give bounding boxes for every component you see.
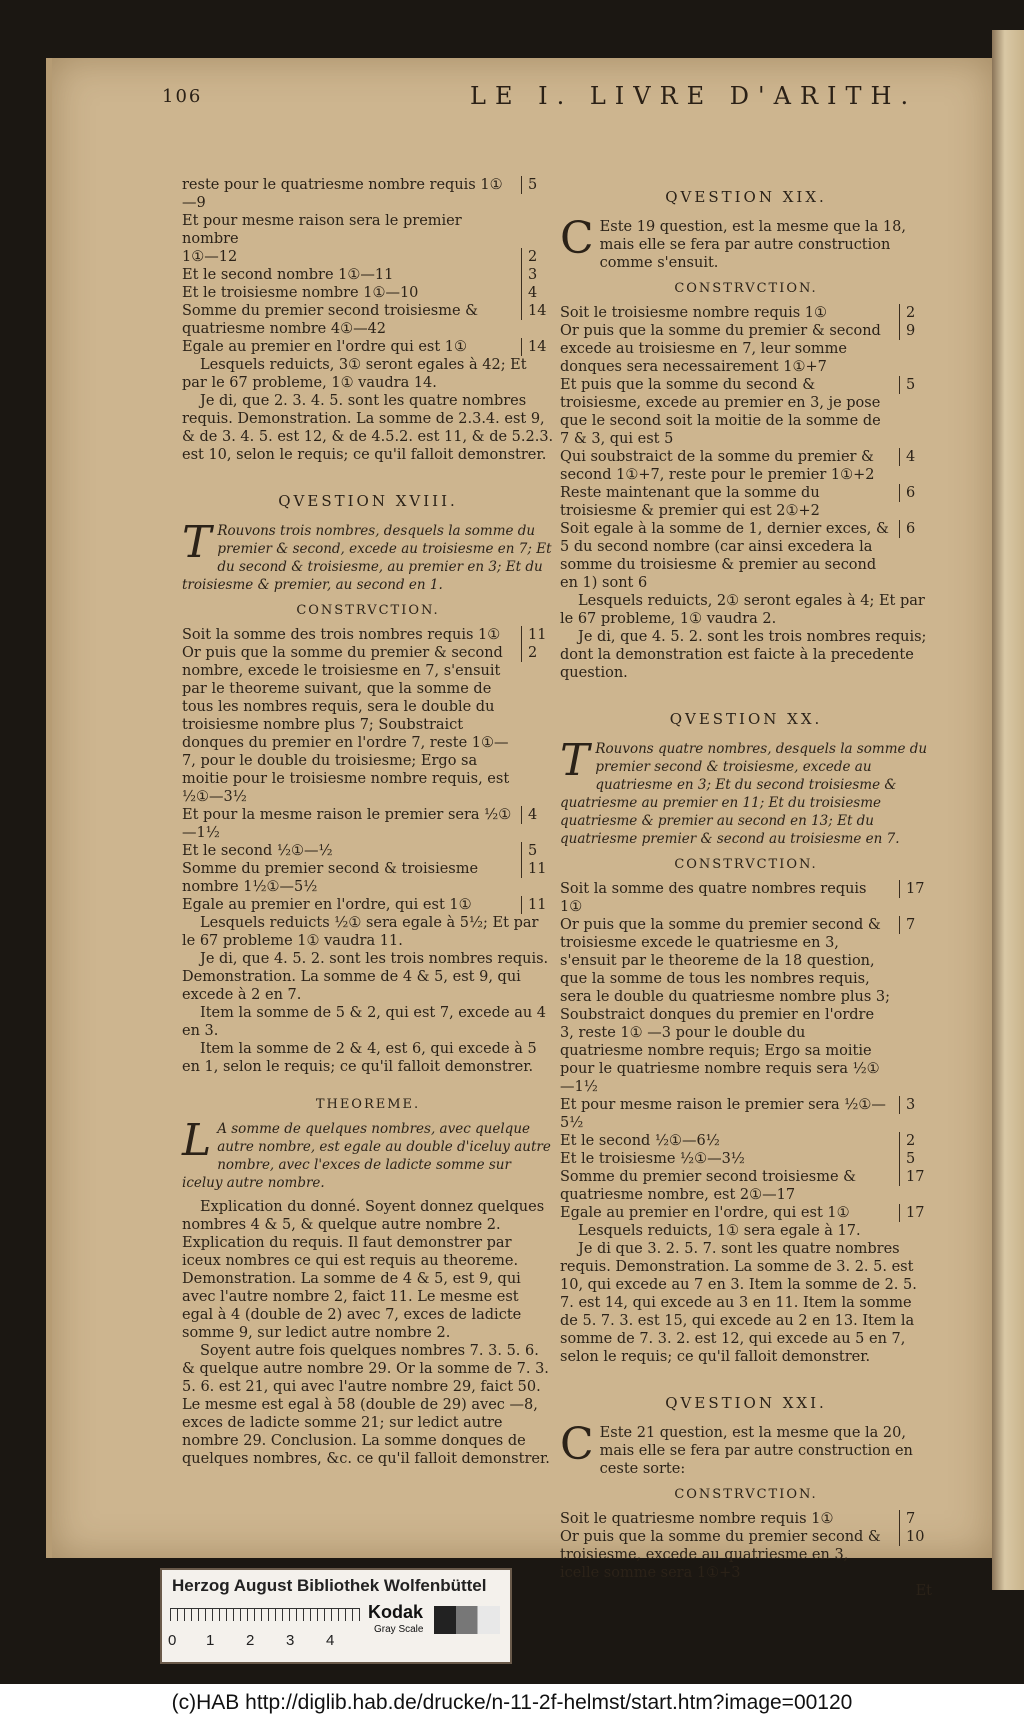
line-number: 5 — [521, 842, 554, 860]
paragraph: Je di, que 4. 5. 2. sont les trois nombres requis; dont la demonstration est faicte à la precedente question. — [560, 629, 927, 681]
equation-line — [560, 1528, 932, 1582]
paragraph: Lesquels reduicts, 3① seront egales à 42; Et par le 67 probleme, 1① vaudra 14. — [182, 357, 527, 391]
left-column — [182, 176, 554, 1468]
equation-text: Et le second ½①—6½ — [560, 1133, 720, 1149]
equation-text: Et le troisiesme nombre 1①—10 — [182, 285, 419, 301]
equation-line — [560, 376, 932, 448]
kodak-logo: Kodak — [368, 1602, 424, 1622]
construction-heading: CONSTRVCTION. — [674, 857, 818, 872]
equation-line — [560, 1096, 932, 1132]
equation-text: reste pour le quatriesme nombre requis 1①—9 — [182, 177, 503, 211]
line-number: 4 — [521, 284, 554, 302]
equation-text: Soit le quatriesme nombre requis 1① — [560, 1511, 834, 1527]
equation-text: Qui soubstraict de la somme du premier & second 1①+7, reste pour le premier 1①+2 — [560, 449, 875, 483]
question-text: Este 19 question, est la mesme que la 18, mais elle se fera par autre construction comme s'ensuit. — [599, 219, 906, 271]
equation-text: Egale au premier en l'ordre, qui est 1① — [182, 897, 472, 913]
line-number: 3 — [899, 1096, 932, 1114]
line-number: 6 — [899, 484, 932, 502]
line-number: 17 — [899, 880, 932, 898]
catchword: Et — [915, 1583, 932, 1599]
paragraph: Soyent autre fois quelques nombres 7. 3. 5. 6. & quelque autre nombre 29. Or la somme de 7. 3. 5. 6. est 21, qui avec l'autre nombre 29, faict 50. Le mesme est egal à 58 (double de 29) avec —8, exces de ladicte somme 21; sur ledict autre nombre 29. Conclusion. La somme donques de quelques nombres, &c. ce qu'il falloit demonstrer. — [182, 1343, 550, 1467]
line-number: 3 — [521, 266, 554, 284]
equation-block — [560, 1510, 932, 1582]
line-number: 2 — [521, 644, 554, 662]
right-column — [560, 188, 932, 1600]
line-number: 11 — [521, 896, 554, 914]
equation-line — [182, 212, 554, 248]
line-number: 5 — [899, 1150, 932, 1168]
ruler-number: 1 — [206, 1632, 215, 1649]
question-title: QVESTION XX. — [669, 710, 823, 728]
equation-block — [560, 880, 932, 1222]
equation-text: Egale au premier en l'ordre, qui est 1① — [560, 1205, 850, 1221]
equation-line — [560, 1132, 932, 1150]
question-title: QVESTION XXI. — [665, 1394, 827, 1412]
equation-text: Or puis que la somme du premier & second excede au troisiesme en 7, leur somme donques sera necessairement 1①+7 — [560, 323, 881, 375]
equation-text: Somme du premier second & troisiesme nombre 1½①—5½ — [182, 861, 479, 895]
line-number: 6 — [899, 520, 932, 538]
equation-text: Soit la somme des trois nombres requis 1① — [182, 627, 501, 643]
equation-line — [182, 644, 554, 806]
line-number: 2 — [521, 248, 554, 266]
gray-scale-label: Gray Scale — [374, 1624, 424, 1635]
running-title: LE I. LIVRE D'ARITH. — [470, 82, 918, 110]
equation-line — [182, 248, 554, 266]
equation-line — [560, 484, 932, 520]
equation-line — [182, 806, 554, 842]
question-statement — [560, 1419, 932, 1478]
theorem-heading: THEOREME. — [315, 1097, 421, 1112]
equation-line — [182, 338, 554, 356]
equation-line — [560, 520, 932, 592]
equation-block — [182, 626, 554, 914]
construction-heading: CONSTRVCTION. — [674, 1487, 818, 1502]
equation-text: Reste maintenant que la somme du troisiesme & premier qui est 2①+2 — [560, 485, 820, 519]
line-number: 4 — [899, 448, 932, 466]
question-text: Este 21 question, est la mesme que la 20, mais elle se fera par autre construction en ceste sorte: — [599, 1425, 913, 1477]
ruler-number: 0 — [168, 1632, 177, 1649]
ruler-number: 4 — [326, 1632, 335, 1649]
question-title: QVESTION XIX. — [665, 188, 827, 206]
line-number: 17 — [899, 1168, 932, 1186]
equation-line — [560, 1204, 932, 1222]
drop-cap: L — [182, 1115, 212, 1166]
construction-heading: CONSTRVCTION. — [296, 603, 440, 618]
paragraph: Explication du donné. Soyent donnez quelques nombres 4 & 5, & quelque autre nombre 2. Explication du requis. Il faut demonstrer par iceux nombres ce qui est requis au theoreme. Demonstration. La somme de 4 & 5, est 9, qui avec l'autre nombre 2, faict 11. Le mesme est egal à 4 (double de 2) avec 7, exces de ladicte somme 9, sur ledict autre nombre 2. — [182, 1199, 545, 1341]
drop-cap: T — [182, 517, 212, 568]
equation-line — [560, 916, 932, 1096]
question-statement — [560, 213, 932, 272]
line-number: 14 — [521, 338, 554, 356]
equation-line — [182, 302, 554, 338]
equation-text: Somme du premier second troisiesme & quatriesme nombre 4①—42 — [182, 303, 479, 337]
equation-block — [182, 176, 554, 356]
equation-text: Or puis que la somme du premier & second nombre, excede le troisiesme en 7, s'ensuit par le theoreme suivant, que la somme de tous les nombres requis, sera le double du troisiesme nombre plus 7; Soubstraict donques du premier en l'ordre 7, reste 1①—7, pour le double du troisiesme; Ergo sa moitie pour le troisiesme nombre requis, est ½①—3½ — [182, 645, 510, 805]
question-statement — [182, 517, 554, 594]
book-spine — [992, 30, 1024, 1590]
question-text: Rouvons trois nombres, desquels la somme du premier & second, excede au troisiesme en 7; Et du second & troisiesme, au premier en 3; Et du troisiesme & premier, au second en 1. — [182, 523, 552, 593]
line-number: 9 — [899, 322, 932, 340]
line-number: 14 — [521, 302, 554, 320]
paragraph: Item la somme de 5 & 2, qui est 7, excede au 4 en 3. — [182, 1005, 547, 1039]
library-name: Herzog August Bibliothek Wolfenbüttel — [172, 1576, 487, 1595]
line-number: 11 — [521, 626, 554, 644]
line-number: 5 — [899, 376, 932, 394]
drop-cap: C — [560, 213, 594, 264]
drop-cap: T — [560, 735, 590, 786]
paragraph: Je di, que 2. 3. 4. 5. sont les quatre nombres requis. Demonstration. La somme de 2.3.4. est 9, & de 3. 4. 5. est 12, & de 4.5.2. est 11, & de 5.2.3. est 10, selon le requis; ce qu'il falloit demonstrer. — [182, 393, 554, 463]
equation-line — [182, 626, 554, 644]
equation-line — [560, 1150, 932, 1168]
paragraph: Lesquels reduicts ½① sera egale à 5½; Et par le 67 probleme 1① vaudra 11. — [182, 915, 539, 949]
ruler-number: 3 — [286, 1632, 295, 1649]
paragraph: Je di que 3. 2. 5. 7. sont les quatre nombres requis. Demonstration. La somme de 3. 2. 5. est 10, qui excede au 7 en 3. Item la somme de 2. 5. 7. est 14, qui excede au 3 en 11. Item la somme de 5. 7. 3. est 15, qui excede au 2 en 13. Item la somme de 7. 3. 2. est 12, qui excede au 5 en 7, selon le requis; ce qu'il falloit demonstrer. — [560, 1241, 917, 1365]
line-number: 4 — [521, 806, 554, 824]
line-number: 17 — [899, 1204, 932, 1222]
line-number: 2 — [899, 304, 932, 322]
paragraph: Lesquels reduicts, 2① seront egales à 4; Et par le 67 probleme, 1① vaudra 2. — [560, 593, 925, 627]
line-number: 7 — [899, 1510, 932, 1528]
question-text: Rouvons quatre nombres, desquels la somme du premier second & troisiesme, excede au quatriesme en 3; Et du second troisiesme & quatriesme au premier en 11; Et du troisiesme quatriesme & premier au second en 13; Et du quatriesme premier & second au troisiesme en 7. — [560, 741, 928, 847]
equation-text: Soit le troisiesme nombre requis 1① — [560, 305, 827, 321]
equation-line — [560, 448, 932, 484]
line-number: 10 — [899, 1528, 932, 1546]
theorem-statement — [182, 1115, 554, 1192]
equation-line — [560, 322, 932, 376]
line-number: 2 — [899, 1132, 932, 1150]
paragraph: Item la somme de 2 & 4, est 6, qui excede à 5 en 1, selon le requis; ce qu'il falloit demonstrer. — [182, 1041, 537, 1075]
equation-text: Et le second ½①—½ — [182, 843, 333, 859]
scale-ruler — [170, 1608, 360, 1621]
equation-text: Et puis que la somme du second & troisiesme, excede au premier en 3, je pose que le second soit la moitie de la somme de 7 & 3, qui est 5 — [560, 377, 881, 447]
equation-line — [182, 176, 554, 212]
equation-text: Et pour mesme raison le premier sera ½①—5½ — [560, 1097, 886, 1131]
equation-line — [182, 896, 554, 914]
equation-text: 1①—12 — [182, 249, 238, 265]
equation-line — [560, 1168, 932, 1204]
equation-line — [560, 880, 932, 916]
equation-line — [560, 304, 932, 322]
equation-text: Or puis que la somme du premier second & troisiesme, excede au quatriesme en 3, icelle somme sera 1①+3 — [560, 1529, 881, 1581]
equation-text: Egale au premier en l'ordre qui est 1① — [182, 339, 468, 355]
line-number: 7 — [899, 916, 932, 934]
equation-line — [560, 1510, 932, 1528]
equation-line — [182, 860, 554, 896]
equation-text: Or puis que la somme du premier second & troisiesme excede le quatriesme en 3, s'ensuit par le theoreme de la 18 question, que la somme de tous les nombres requis, sera le double du quatriesme nombre plus 3; Soubstraict donques du premier en l'ordre 3, reste 1① —3 pour le double du quatriesme nombre requis; Ergo sa moitie pour le quatriesme nombre requis sera ½①—1½ — [560, 917, 890, 1095]
equation-text: Et le troisiesme ½①—3½ — [560, 1151, 745, 1167]
ruler-number: 2 — [246, 1632, 255, 1649]
equation-line — [182, 266, 554, 284]
equation-text: Et le second nombre 1①—11 — [182, 267, 394, 283]
equation-text: Somme du premier second troisiesme & quatriesme nombre, est 2①—17 — [560, 1169, 857, 1203]
archive-label — [160, 1568, 512, 1664]
theorem-text: A somme de quelques nombres, avec quelque autre nombre, est egale au double d'iceluy autre nombre, avec l'exces de ladicte somme sur iceluy autre nombre. — [182, 1121, 551, 1191]
equation-text: Soit la somme des quatre nombres requis 1① — [560, 881, 867, 915]
question-statement — [560, 735, 932, 848]
paragraph: Je di, que 4. 5. 2. sont les trois nombres requis. Demonstration. La somme de 4 & 5, est 9, qui excede à 2 en 7. — [182, 951, 549, 1003]
page-number: 106 — [162, 86, 203, 107]
gray-scale-swatch — [434, 1606, 500, 1634]
drop-cap: C — [560, 1419, 594, 1470]
equation-text: Soit egale à la somme de 1, dernier exces, & 5 du second nombre (car ainsi excedera la somme du troisiesme & premier au second en 1) sont 6 — [560, 521, 889, 591]
equation-text: Et pour mesme raison sera le premier nombre — [182, 213, 462, 247]
source-url: (c)HAB http://diglib.hab.de/drucke/n-11-2f-helmst/start.htm?image=00120 — [0, 1684, 1024, 1722]
equation-line — [182, 842, 554, 860]
line-number: 5 — [521, 176, 554, 194]
construction-heading: CONSTRVCTION. — [674, 281, 818, 296]
question-title: QVESTION XVIII. — [278, 492, 458, 510]
equation-text: Et pour la mesme raison le premier sera ½①—1½ — [182, 807, 512, 841]
paragraph: Lesquels reduicts, 1① sera egale à 17. — [578, 1223, 861, 1239]
line-number: 11 — [521, 860, 554, 878]
equation-block — [560, 304, 932, 592]
equation-line — [182, 284, 554, 302]
